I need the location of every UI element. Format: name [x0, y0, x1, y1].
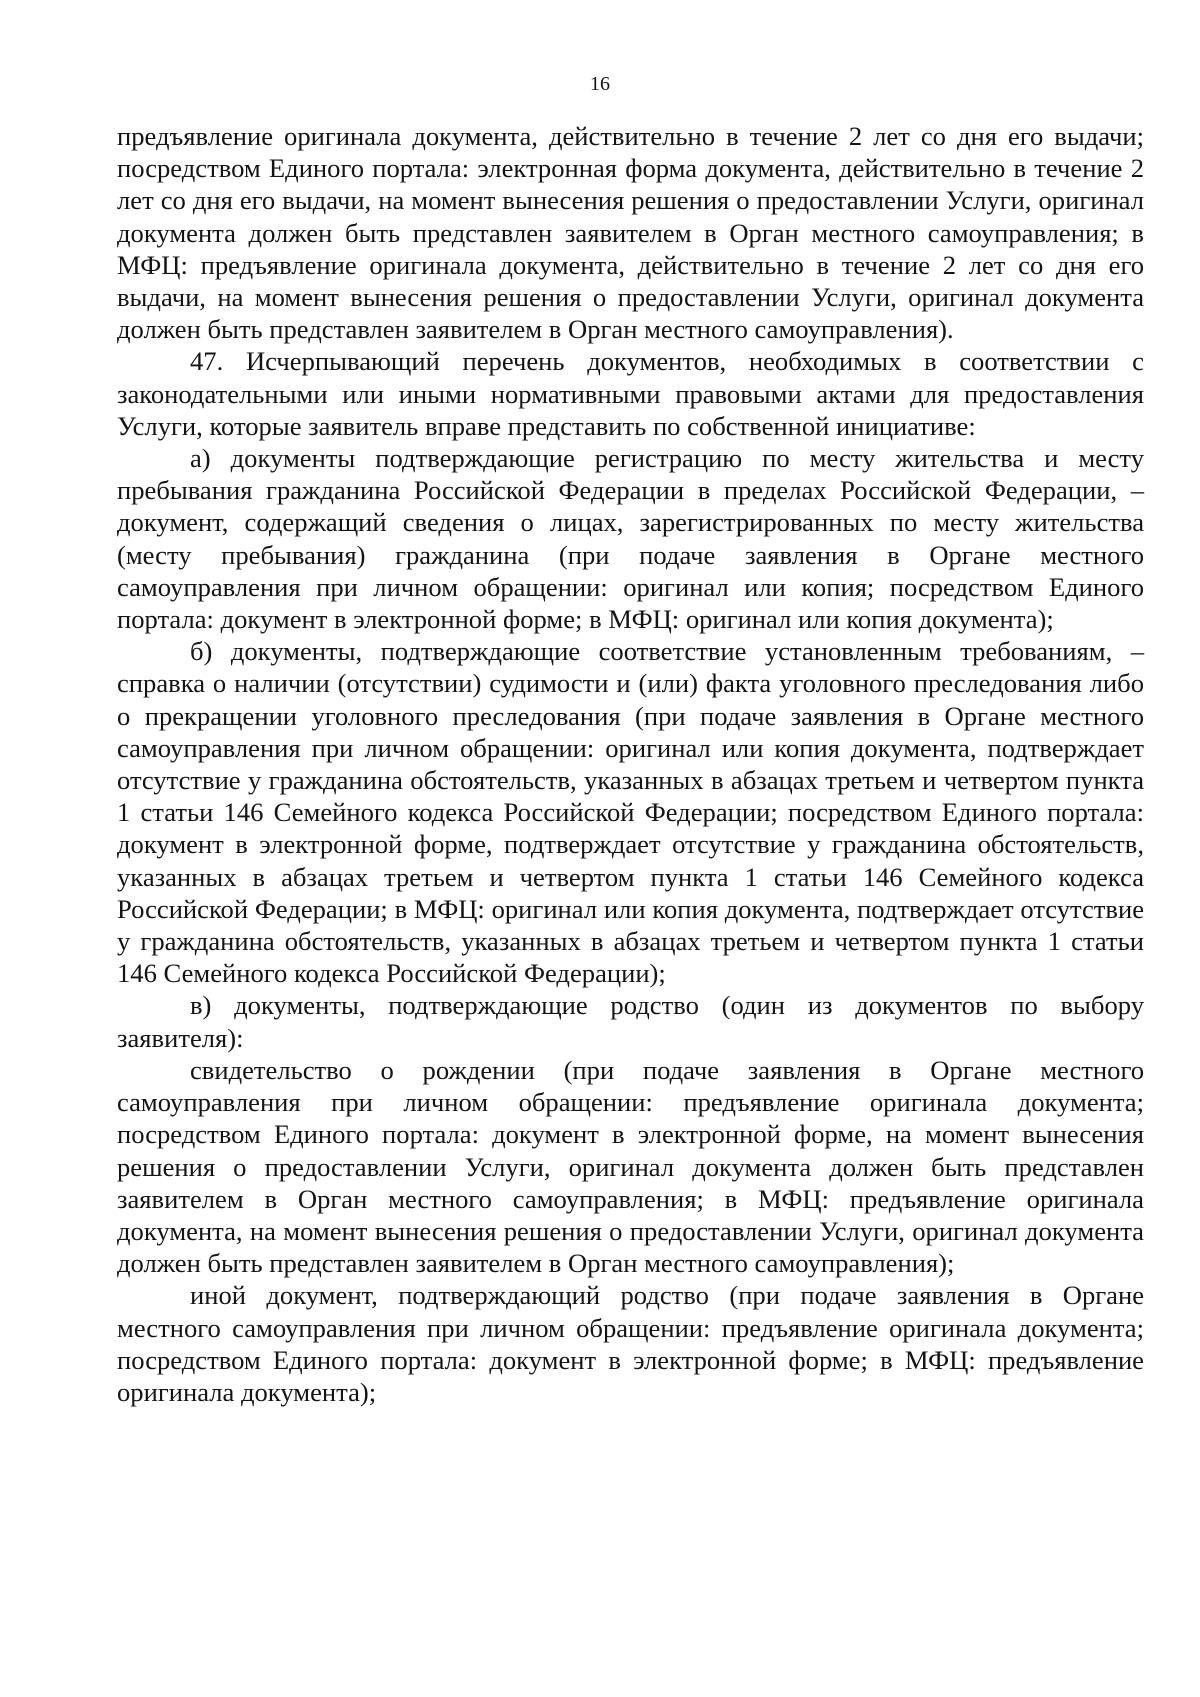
page-number: 16	[590, 73, 610, 95]
paragraph-other-kinship-document: иной документ, подтверждающий родство (при подаче заявления в Органе местного самоуправления при личном обращении: предъявление оригинала документа; посредством Единого портала: документ в электронной форме; в МФЦ: предъявление оригинала документа);	[117, 1280, 1144, 1407]
paragraph-birth-certificate: свидетельство о рождении (при подаче заявления в Органе местного самоуправления при личном обращении: предъявление оригинала документа; посредством Единого портала: документ в электронной форме, на момент вынесения решения о предоставлении Услуги, оригинал документа должен быть представлен заявителем в Орган местного самоуправления; в МФЦ: предъявление оригинала документа, на момент вынесения решения о предоставлении Услуги, оригинал документа должен быть представлен заявителем в Орган местного самоуправления);	[117, 1054, 1144, 1279]
paragraph-subitem-v: в) документы, подтверждающие родство (один из документов по выбору заявителя):	[117, 990, 1144, 1053]
paragraph-item-47: 47. Исчерпывающий перечень документов, необходимых в соответствии с законодательными или иными нормативными правовыми актами для предоставления Услуги, которые заявитель вправе представить по собственной инициативе:	[117, 346, 1144, 441]
paragraph-subitem-b: б) документы, подтверждающие соответствие установленным требованиям, – справка о наличии (отсутствии) судимости и (или) факта уголовного преследования либо о прекращении уголовного преследования (при подаче заявления в Органе местного самоуправления при личном обращении: оригинал или копия документа, подтверждает отсутствие у гражданина обстоятельств, указанных в абзацах третьем и четвертом пункта 1 статьи 146 Семейного кодекса Российской Федерации; посредством Единого портала: документ в электронной форме, подтверждает отсутствие у гражданина обстоятельств, указанных в абзацах третьем и четвертом пункта 1 статьи 146 Семейного кодекса Российской Федерации; в МФЦ: оригинал или копия документа, подтверждает отсутствие у гражданина обстоятельств, указанных в абзацах третьем и четвертом пункта 1 статьи 146 Семейного кодекса Российской Федерации);	[117, 636, 1144, 989]
paragraph-continuation: предъявление оригинала документа, действительно в течение 2 лет со дня его выдачи; посредством Единого портала: электронная форма документа, действительно в течение 2 лет со дня его выдачи, на момент вынесения решения о предоставлении Услуги, оригинал документа должен быть представлен заявителем в Орган местного самоуправления; в МФЦ: предъявление оригинала документа, действительно в течение 2 лет со дня его выдачи, на момент вынесения решения о предоставлении Услуги, оригинал документа должен быть представлен заявителем в Орган местного самоуправления).	[117, 121, 1144, 345]
paragraph-subitem-a: а) документы подтверждающие регистрацию по месту жительства и месту пребывания гражданина Российской Федерации в пределах Российской Федерации, – документ, содержащий сведения о лицах, зарегистрированных по месту жительства (месту пребывания) гражданина (при подаче заявления в Органе местного самоуправления при личном обращении: оригинал или копия; посредством Единого портала: документ в электронной форме; в МФЦ: оригинал или копия документа);	[117, 443, 1144, 635]
document-body	[117, 120, 1144, 1408]
